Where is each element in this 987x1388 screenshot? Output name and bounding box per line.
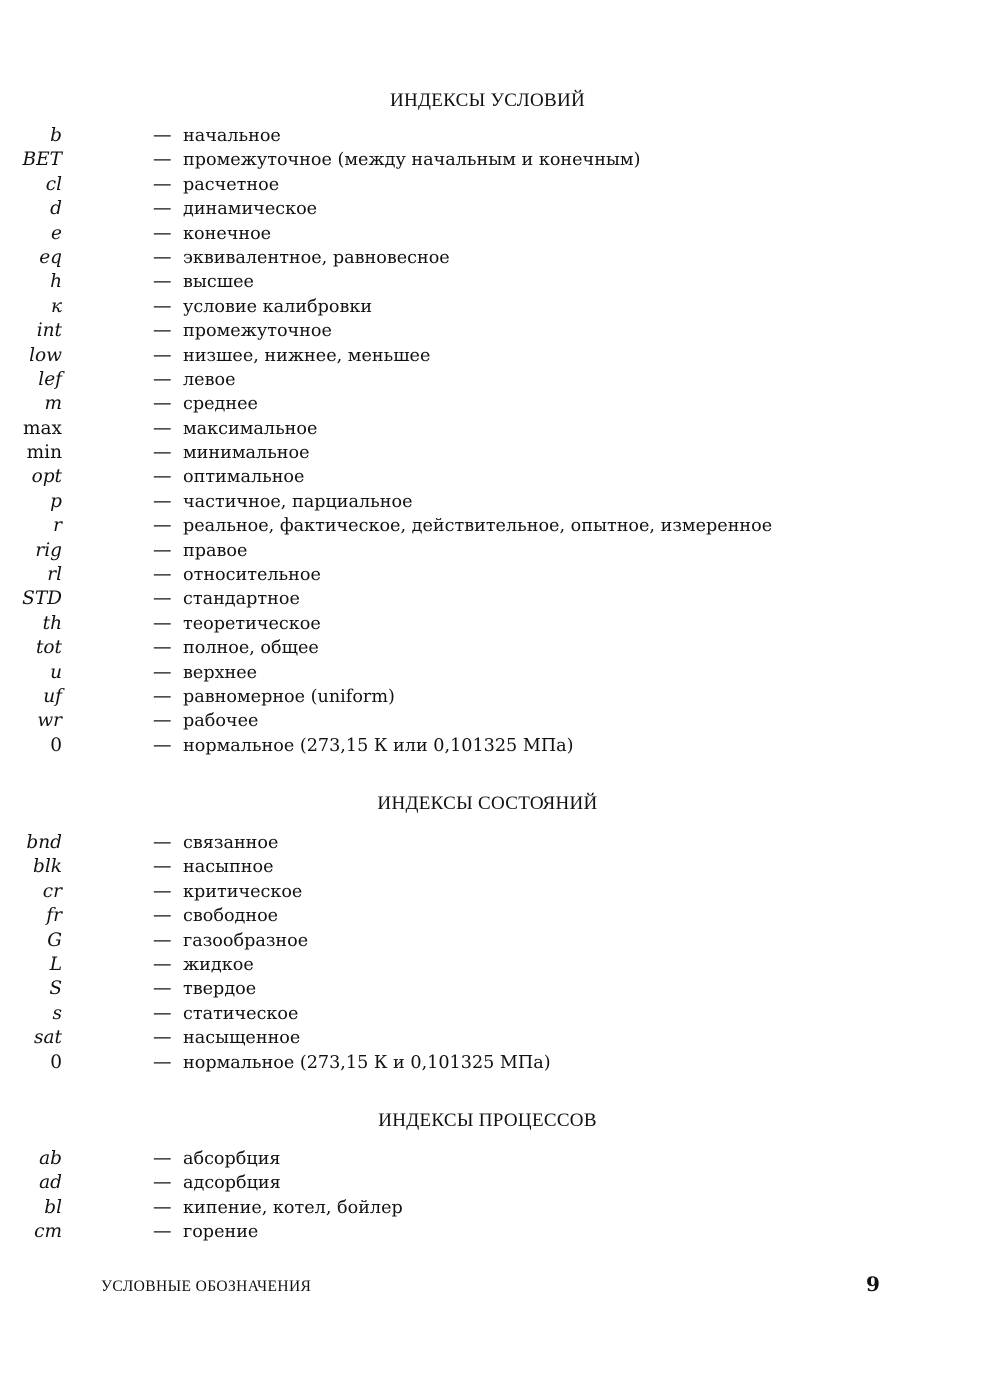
index-symbol: S bbox=[49, 978, 62, 1000]
index-symbol: b bbox=[50, 125, 62, 146]
index-description: свободное bbox=[183, 906, 279, 927]
index-symbol: blk bbox=[33, 856, 62, 878]
em-dash: — bbox=[153, 978, 172, 1000]
em-dash: — bbox=[153, 1221, 172, 1243]
index-symbol: bnd bbox=[26, 832, 62, 853]
index-description: частичное, парциальное bbox=[183, 491, 413, 512]
index-description: реальное, фактическое, действительное, опытное, измеренное bbox=[183, 516, 773, 537]
index-entry bbox=[0, 441, 900, 465]
index-description: оптимальное bbox=[183, 467, 305, 488]
index-symbol: wr bbox=[37, 710, 62, 732]
index-entry bbox=[0, 344, 900, 368]
index-symbol: m bbox=[44, 393, 62, 415]
em-dash: — bbox=[153, 953, 172, 975]
index-symbol: max bbox=[22, 417, 62, 439]
index-symbol: ad bbox=[39, 1172, 62, 1194]
index-description: конечное bbox=[183, 223, 272, 244]
em-dash: — bbox=[153, 125, 172, 146]
index-description: адсорбция bbox=[183, 1173, 281, 1194]
processes-index-list bbox=[0, 1147, 900, 1245]
index-description: нормальное (273,15 К или 0,101325 МПа) bbox=[183, 735, 574, 756]
index-symbol: 0 bbox=[50, 734, 62, 756]
em-dash: — bbox=[153, 1172, 172, 1194]
em-dash: — bbox=[153, 1002, 172, 1024]
section-title-states: ИНДЕКСЫ СОСТОЯНИЙ bbox=[377, 793, 598, 814]
index-entry bbox=[0, 563, 900, 587]
index-symbol: min bbox=[26, 442, 62, 464]
index-description: твердое bbox=[183, 979, 257, 1000]
em-dash: — bbox=[153, 368, 172, 390]
index-symbol: STD bbox=[22, 588, 62, 610]
em-dash: — bbox=[153, 490, 172, 512]
index-entry bbox=[0, 831, 900, 855]
em-dash: — bbox=[153, 246, 172, 268]
index-entry bbox=[0, 636, 900, 660]
index-entry bbox=[0, 490, 900, 514]
em-dash: — bbox=[153, 466, 172, 488]
em-dash: — bbox=[153, 612, 172, 634]
index-description: насыпное bbox=[183, 857, 274, 878]
index-entry bbox=[0, 295, 900, 319]
index-description: левое bbox=[183, 369, 236, 390]
em-dash: — bbox=[153, 539, 172, 561]
em-dash: — bbox=[153, 1148, 172, 1169]
index-entry bbox=[0, 904, 900, 928]
em-dash: — bbox=[153, 173, 172, 195]
index-entry bbox=[0, 148, 900, 172]
section-title-conditions: ИНДЕКСЫ УСЛОВИЙ bbox=[389, 90, 586, 111]
index-symbol: d bbox=[50, 198, 62, 220]
index-description: связанное bbox=[183, 833, 279, 853]
index-entry bbox=[0, 222, 900, 246]
index-description: горение bbox=[183, 1222, 259, 1243]
index-entry bbox=[0, 661, 900, 685]
index-description: рабочее bbox=[183, 711, 259, 732]
index-symbol: tot bbox=[35, 637, 62, 659]
index-description: газообразное bbox=[183, 930, 309, 951]
index-symbol: L bbox=[49, 953, 62, 975]
index-entry bbox=[0, 1002, 900, 1026]
index-entry bbox=[0, 587, 900, 611]
index-symbol: h bbox=[50, 271, 62, 293]
em-dash: — bbox=[153, 564, 172, 586]
index-symbol: rl bbox=[47, 564, 62, 586]
index-symbol: eq bbox=[39, 246, 62, 268]
index-entry bbox=[0, 124, 900, 148]
em-dash: — bbox=[153, 661, 172, 683]
index-description: теоретическое bbox=[183, 613, 321, 634]
index-entry bbox=[0, 465, 900, 489]
index-entry bbox=[0, 1147, 900, 1171]
em-dash: — bbox=[153, 1196, 172, 1218]
index-entry bbox=[0, 1196, 900, 1220]
index-description: эквивалентное, равновесное bbox=[183, 247, 450, 268]
index-entry bbox=[0, 539, 900, 563]
em-dash: — bbox=[153, 271, 172, 293]
index-entry bbox=[0, 1220, 900, 1244]
em-dash: — bbox=[153, 734, 172, 756]
index-entry bbox=[0, 977, 900, 1001]
index-entry bbox=[0, 270, 900, 294]
index-entry bbox=[0, 1026, 900, 1050]
index-description: критическое bbox=[183, 881, 303, 902]
index-entry bbox=[0, 246, 900, 270]
index-entry bbox=[0, 709, 900, 733]
index-symbol: low bbox=[29, 344, 62, 366]
states-index-list bbox=[0, 831, 900, 1075]
index-symbol: p bbox=[50, 490, 62, 512]
index-symbol: rig bbox=[35, 539, 62, 561]
index-symbol: sat bbox=[34, 1027, 62, 1049]
index-description: статическое bbox=[183, 1003, 299, 1024]
index-entry bbox=[0, 953, 900, 977]
em-dash: — bbox=[153, 222, 172, 244]
index-entry bbox=[0, 734, 900, 758]
section-title-processes: ИНДЕКСЫ ПРОЦЕССОВ bbox=[378, 1110, 597, 1131]
index-description: правое bbox=[183, 540, 248, 561]
index-symbol: int bbox=[36, 320, 62, 342]
index-description: кипение, котел, бойлер bbox=[183, 1197, 403, 1218]
index-symbol: lef bbox=[38, 368, 62, 390]
index-symbol: BET bbox=[22, 149, 62, 171]
em-dash: — bbox=[153, 417, 172, 439]
index-symbol: ab bbox=[39, 1148, 62, 1169]
index-entry bbox=[0, 392, 900, 416]
index-description: промежуточное (между начальным и конечным) bbox=[183, 150, 641, 171]
index-entry bbox=[0, 1051, 900, 1075]
index-description: промежуточное bbox=[183, 321, 332, 342]
em-dash: — bbox=[153, 905, 172, 927]
conditions-index-list bbox=[0, 124, 900, 758]
index-entry bbox=[0, 1171, 900, 1195]
index-entry bbox=[0, 612, 900, 636]
index-description: максимальное bbox=[183, 418, 318, 439]
index-symbol: e bbox=[51, 222, 62, 244]
page-number: 9 bbox=[866, 1272, 880, 1296]
index-symbol: G bbox=[47, 929, 62, 951]
index-description: условие калибровки bbox=[183, 296, 373, 317]
em-dash: — bbox=[153, 856, 172, 878]
index-description: равномерное (uniform) bbox=[183, 686, 395, 707]
index-entry bbox=[0, 855, 900, 879]
index-entry bbox=[0, 417, 900, 441]
index-description: стандартное bbox=[183, 589, 300, 610]
running-title: УСЛОВНЫЕ ОБОЗНАЧЕНИЯ bbox=[101, 1278, 312, 1295]
em-dash: — bbox=[153, 685, 172, 707]
index-description: среднее bbox=[183, 394, 258, 415]
index-symbol: uf bbox=[43, 685, 62, 707]
index-description: начальное bbox=[183, 126, 281, 146]
index-entry bbox=[0, 197, 900, 221]
index-entry bbox=[0, 173, 900, 197]
index-symbol: u bbox=[50, 661, 62, 683]
index-symbol: bl bbox=[44, 1196, 62, 1218]
index-symbol: r bbox=[53, 515, 62, 537]
em-dash: — bbox=[153, 442, 172, 464]
index-description: насыщенное bbox=[183, 1028, 301, 1049]
index-symbol: cm bbox=[34, 1221, 62, 1243]
index-symbol: th bbox=[42, 612, 62, 634]
em-dash: — bbox=[153, 515, 172, 537]
index-description: верхнее bbox=[183, 662, 258, 683]
index-entry bbox=[0, 319, 900, 343]
em-dash: — bbox=[153, 295, 172, 317]
em-dash: — bbox=[153, 1027, 172, 1049]
index-entry bbox=[0, 880, 900, 904]
index-entry bbox=[0, 368, 900, 392]
em-dash: — bbox=[153, 393, 172, 415]
index-entry bbox=[0, 514, 900, 538]
index-description: абсорбция bbox=[183, 1149, 281, 1169]
index-description: высшее bbox=[183, 272, 254, 293]
em-dash: — bbox=[153, 832, 172, 853]
em-dash: — bbox=[153, 344, 172, 366]
index-symbol: к bbox=[50, 295, 62, 317]
em-dash: — bbox=[153, 320, 172, 342]
em-dash: — bbox=[153, 929, 172, 951]
index-entry bbox=[0, 929, 900, 953]
index-symbol: fr bbox=[46, 905, 62, 927]
em-dash: — bbox=[153, 637, 172, 659]
index-description: полное, общее bbox=[183, 638, 319, 659]
index-description: минимальное bbox=[183, 443, 310, 464]
index-description: динамическое bbox=[183, 199, 318, 220]
index-symbol: cl bbox=[45, 173, 62, 195]
index-description: относительное bbox=[183, 565, 321, 586]
em-dash: — bbox=[153, 710, 172, 732]
em-dash: — bbox=[153, 1051, 172, 1073]
index-symbol: cr bbox=[42, 880, 62, 902]
index-description: жидкое bbox=[183, 954, 254, 975]
index-symbol: 0 bbox=[50, 1051, 62, 1073]
index-description: нормальное (273,15 К и 0,101325 МПа) bbox=[183, 1052, 551, 1073]
index-entry bbox=[0, 685, 900, 709]
em-dash: — bbox=[153, 588, 172, 610]
em-dash: — bbox=[153, 149, 172, 171]
index-symbol: s bbox=[52, 1002, 62, 1024]
em-dash: — bbox=[153, 198, 172, 220]
index-description: низшее, нижнее, меньшее bbox=[183, 345, 431, 366]
index-description: расчетное bbox=[183, 174, 280, 195]
em-dash: — bbox=[153, 880, 172, 902]
index-symbol: opt bbox=[31, 466, 62, 488]
